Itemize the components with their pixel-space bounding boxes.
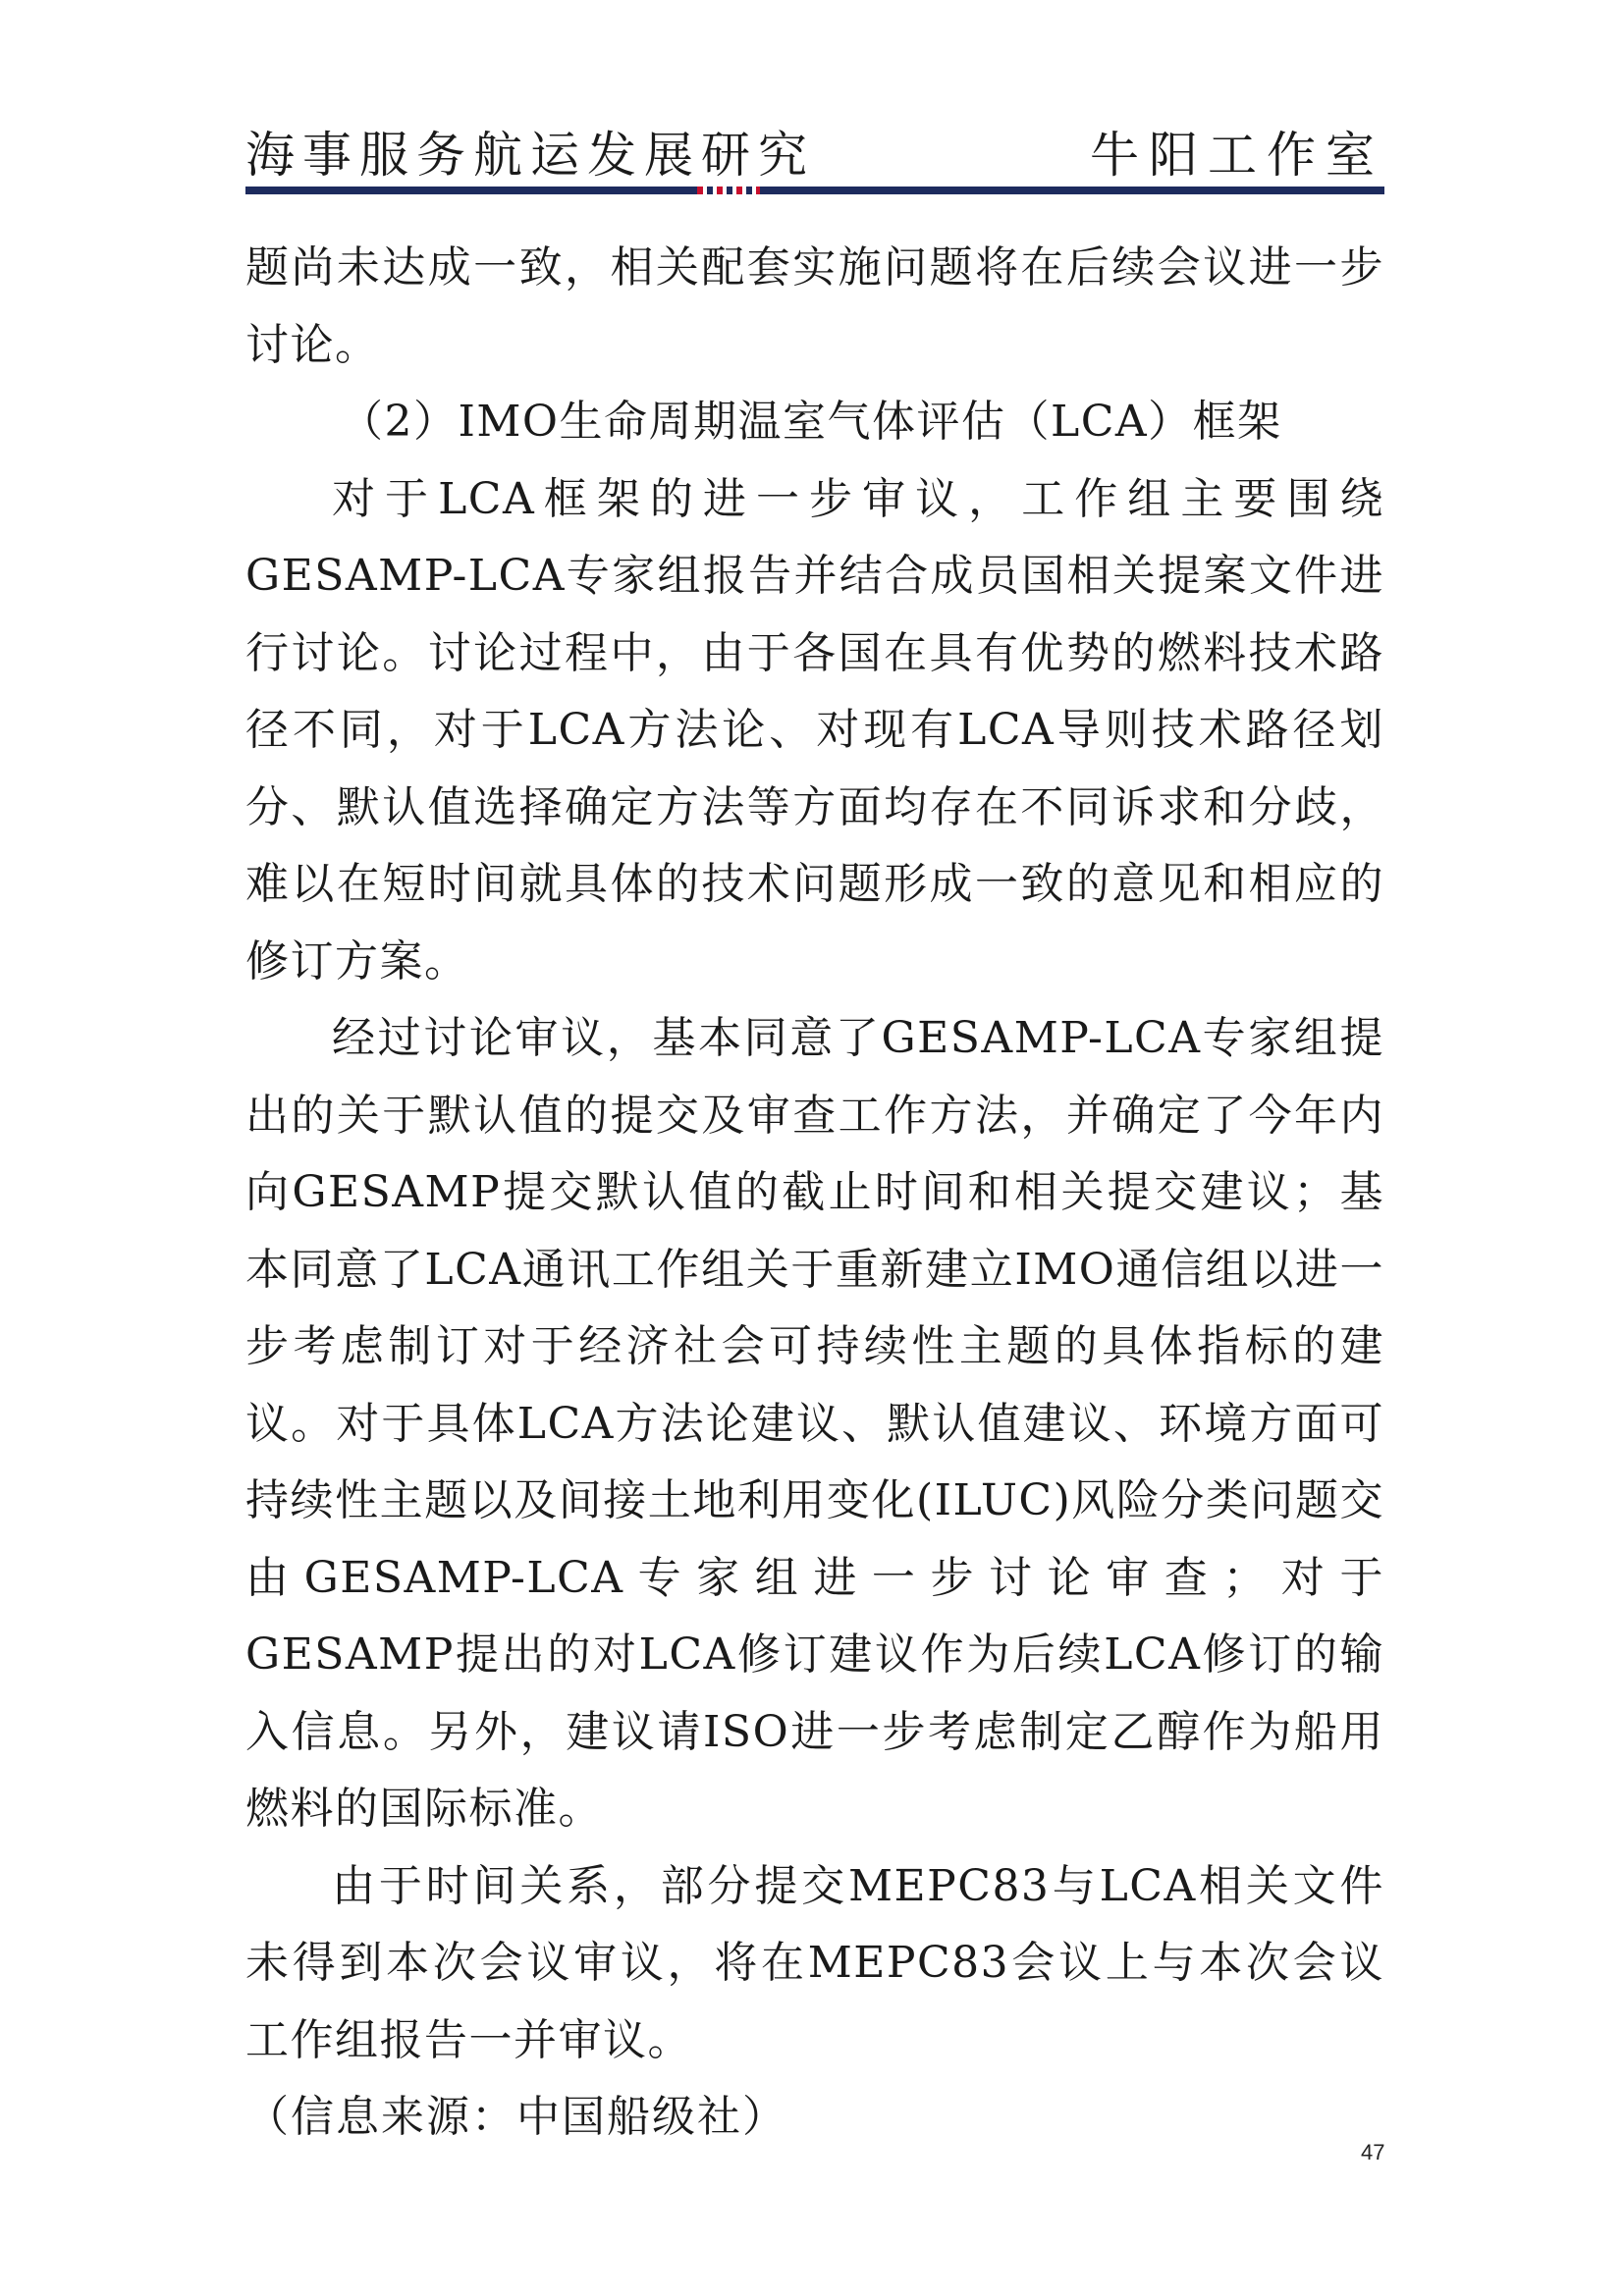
header-title: 海事服务航运发展研究: [245, 127, 815, 184]
page-header: [245, 126, 1384, 185]
body-content: [245, 230, 1384, 2157]
header-rule-navy-right: [760, 187, 1384, 194]
paragraph-continuation: 题尚未达成一致，相关配套实施问题将在后续会议进一步讨论。: [245, 242, 1384, 370]
source-note: （信息来源：中国船级社）: [245, 2092, 787, 2142]
paragraph-lca-agreements: 经过讨论审议，基本同意了GESAMP-LCA专家组提出的关于默认值的提交及审查工作方法，并确定了今年内向GESAMP提交默认值的截止时间和相关提交建议；基本同意了LCA通讯工作组关于重新建立IMO通信组以进一步考虑制订对于经济社会可持续性主题的具体指标的建议。对于具体LCA方法论建议、默认值建议、环境方面可持续性主题以及间接土地利用变化(ILUC)风险分类问题交由GESAMP-LCA专家组进一步讨论审查；对于GESAMP提出的对LCA修订建议作为后续LCA修订的输入信息。另外，建议请ISO进一步考虑制定乙醇作为船用燃料的国际标准。: [245, 1013, 1384, 1834]
header-rule-stripe: [697, 187, 760, 194]
header-rule-navy-left: [245, 187, 697, 194]
section-subheading-lca: （2）IMO生命周期温室气体评估（LCA）框架: [340, 397, 1282, 447]
header-rule: [245, 187, 1384, 194]
header-studio-name: 牛阳工作室: [1090, 127, 1384, 184]
page-number: 47: [1361, 2140, 1385, 2164]
paragraph-mepc83: 由于时间关系，部分提交MEPC83与LCA相关文件未得到本次会议审议，将在MEPC83会议上与本次会议工作组报告一并审议。: [245, 1860, 1384, 2065]
paragraph-lca-review: 对于LCA框架的进一步审议，工作组主要围绕GESAMP-LCA专家组报告并结合成员国相关提案文件进行讨论。讨论过程中，由于各国在具有优势的燃料技术路径不同，对于LCA方法论、对现有LCA导则技术路径划分、默认值选择确定方法等方面均存在不同诉求和分歧，难以在短时间就具体的技术问题形成一致的意见和相应的修订方案。: [245, 473, 1384, 987]
